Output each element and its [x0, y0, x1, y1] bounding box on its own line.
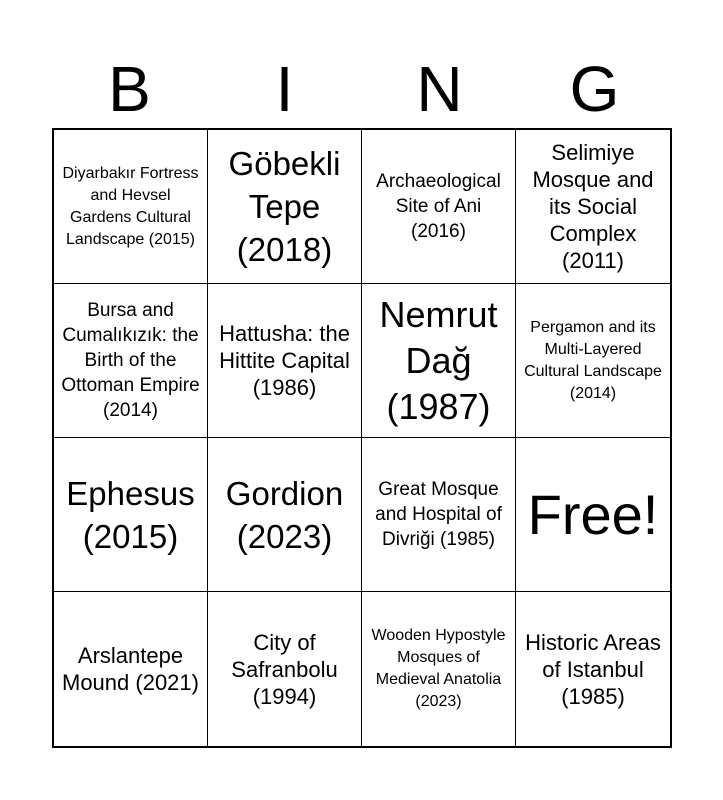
bingo-card-grid	[52, 128, 672, 748]
bingo-cell-r2-c4[interactable]	[516, 284, 670, 438]
bingo-cell-r2-c3[interactable]	[362, 284, 516, 438]
bingo-cell-r3-c3[interactable]	[362, 438, 516, 592]
bingo-cell-r1-c1[interactable]	[54, 130, 208, 284]
free-space-label: Free!	[527, 482, 659, 546]
bingo-cell-r2-c2[interactable]	[208, 284, 362, 438]
cell-text: Historic Areas of Istanbul (1985)	[525, 629, 661, 709]
cell-text: Bursa and Cumalıkızık: the Birth of the Ottoman Empire (2014)	[61, 300, 200, 421]
header-letter-i: I	[275, 53, 294, 125]
header-letter-g: G	[569, 53, 620, 125]
cell-text: Arslantepe Mound (2021)	[62, 643, 199, 695]
cell-text: Wooden Hypostyle Mosques of Medieval Anatolia (2023)	[371, 627, 506, 710]
cell-text: Archaeological Site of Ani (2016)	[376, 171, 501, 242]
bingo-cell-r4-c1[interactable]	[54, 592, 208, 746]
cell-text: Great Mosque and Hospital of Divriği (1985)	[375, 479, 502, 550]
cell-text: Diyarbakır Fortress and Hevsel Gardens Cultural Landscape (2015)	[62, 164, 199, 248]
bingo-cell-r1-c4[interactable]	[516, 130, 670, 284]
bingo-cell-r3-c2[interactable]	[208, 438, 362, 592]
header-letter-b: B	[108, 53, 151, 125]
bingo-cell-r3-c1[interactable]	[54, 438, 208, 592]
cell-text: Göbekli Tepe (2018)	[228, 145, 341, 268]
bingo-cell-free[interactable]	[516, 438, 670, 592]
bingo-cell-r4-c4[interactable]	[516, 592, 670, 746]
cell-text: Hattusha: the Hittite Capital (1986)	[219, 321, 350, 400]
cell-text: Pergamon and its Multi-Layered Cultural Landscape (2014)	[524, 318, 662, 402]
bingo-cell-r2-c1[interactable]	[54, 284, 208, 438]
bingo-cell-r1-c3[interactable]	[362, 130, 516, 284]
bingo-cell-r1-c2[interactable]	[208, 130, 362, 284]
bingo-cell-r4-c3[interactable]	[362, 592, 516, 746]
cell-text: Ephesus (2015)	[66, 474, 195, 555]
bingo-header	[52, 50, 672, 128]
header-letter-n: N	[416, 53, 463, 125]
cell-text: Gordion (2023)	[225, 474, 344, 555]
cell-text: Nemrut Dağ (1987)	[379, 293, 498, 427]
cell-text: City of Safranbolu (1994)	[231, 629, 338, 709]
bingo-cell-r4-c2[interactable]	[208, 592, 362, 746]
cell-text: Selimiye Mosque and its Social Complex (2011)	[532, 140, 654, 273]
